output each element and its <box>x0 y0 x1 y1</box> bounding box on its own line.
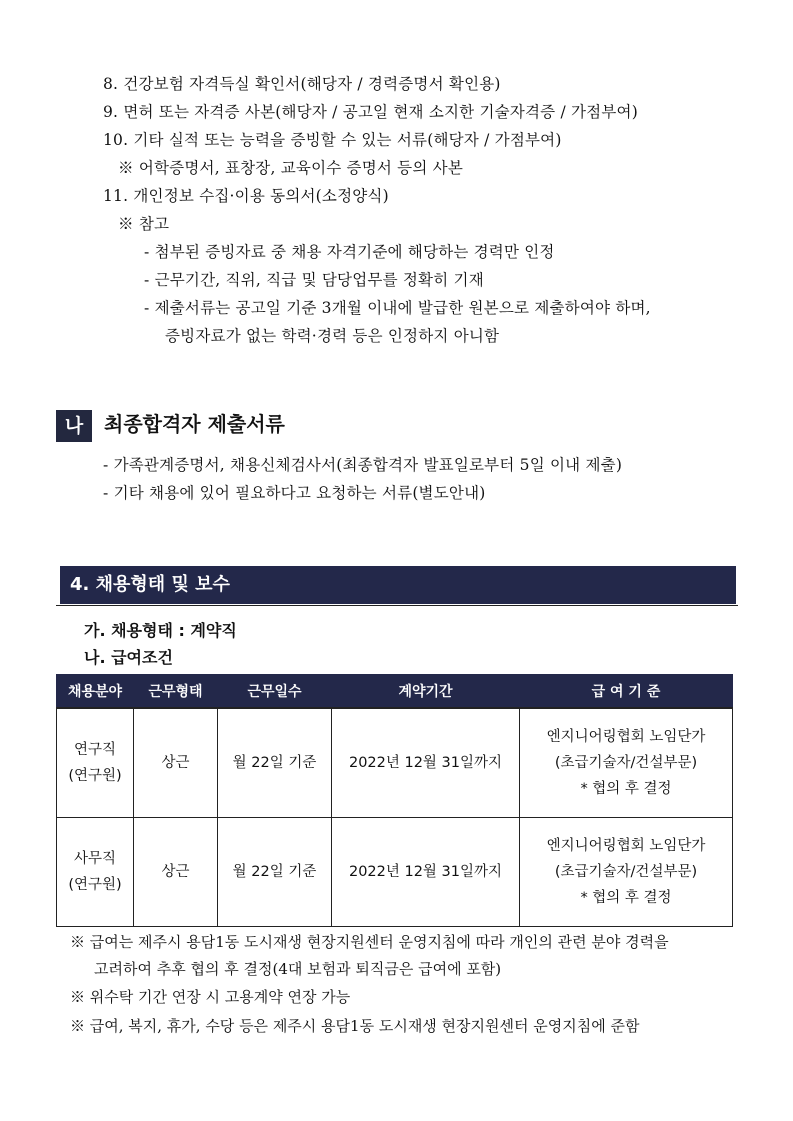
reference-item-2: - 근무기간, 직위, 직급 및 담당업무를 정확히 기재 <box>144 271 484 289</box>
doc-item-10: 10. 기타 실적 또는 능력을 증빙할 수 있는 서류(해당자 / 가점부여) <box>103 131 562 149</box>
header-field: 채용분야 <box>57 675 134 709</box>
salary-table-header <box>57 675 733 709</box>
field-name: 사무직 <box>73 851 117 867</box>
pay-line-3: * 협의 후 결정 <box>580 781 672 797</box>
cell-contract-period: 2022년 12월 31일까지 <box>332 708 520 818</box>
table-row <box>57 818 733 927</box>
reference-item-3-cont: 증빙자료가 없는 학력·경력 등은 인정하지 아니함 <box>165 327 500 345</box>
salary-note-1-cont: 고려하여 추후 협의 후 결정(4대 보험과 퇴직금은 급여에 포함) <box>94 960 502 978</box>
salary-table <box>56 674 733 927</box>
doc-item-11: 11. 개인정보 수집·이용 동의서(소정양식) <box>103 187 389 205</box>
header-work-type: 근무형태 <box>134 675 218 709</box>
pay-line-1: 엔지니어링협회 노임단가 <box>546 729 706 745</box>
cell-work-days: 월 22일 기준 <box>218 818 332 927</box>
cell-contract-period: 2022년 12월 31일까지 <box>332 818 520 927</box>
doc-item-10-note: ※ 어학증명서, 표창장, 교육이수 증명서 등의 사본 <box>118 159 464 177</box>
salary-conditions-title: 나. 급여조건 <box>84 648 173 667</box>
field-role: (연구원) <box>68 877 122 893</box>
header-pay-standard: 급 여 기 준 <box>520 675 733 709</box>
reference-item-1: - 첨부된 증빙자료 중 채용 자격기준에 해당하는 경력만 인정 <box>144 243 555 261</box>
cell-field <box>57 708 134 818</box>
pay-line-3: * 협의 후 결정 <box>580 890 672 906</box>
cell-field <box>57 818 134 927</box>
field-role: (연구원) <box>68 768 122 784</box>
salary-note-3: ※ 급여, 복지, 휴가, 수당 등은 제주시 용담1동 도시재생 현장지원센터 운영지침에 준함 <box>70 1017 640 1035</box>
final-docs-item-1: - 가족관계증명서, 채용신체검사서(최종합격자 발표일로부터 5일 이내 제출) <box>103 456 623 474</box>
header-contract-period: 계약기간 <box>332 675 520 709</box>
cell-pay-standard <box>520 818 733 927</box>
section-4-rule <box>56 605 738 606</box>
header-work-days: 근무일수 <box>218 675 332 709</box>
reference-item-3: - 제출서류는 공고일 기준 3개월 이내에 발급한 원본으로 제출하여야 하며, <box>144 299 651 317</box>
pay-line-2: (초급기술자/건설부문) <box>554 864 698 880</box>
employment-type: 가. 채용형태 : 계약직 <box>84 621 237 640</box>
cell-work-type: 상근 <box>134 708 218 818</box>
field-name: 연구직 <box>73 742 117 758</box>
doc-item-9: 9. 면허 또는 자격증 사본(해당자 / 공고일 현재 소지한 기술자격증 / 가점부여) <box>103 103 638 121</box>
final-docs-item-2: - 기타 채용에 있어 필요하다고 요청하는 서류(별도안내) <box>103 484 486 502</box>
pay-line-1: 엔지니어링협회 노임단가 <box>546 838 706 854</box>
salary-note-1: ※ 급여는 제주시 용담1동 도시재생 현장지원센터 운영지침에 따라 개인의 관련 분야 경력을 <box>70 933 669 951</box>
salary-note-2: ※ 위수탁 기간 연장 시 고용계약 연장 가능 <box>70 988 351 1006</box>
cell-work-days: 월 22일 기준 <box>218 708 332 818</box>
cell-work-type: 상근 <box>134 818 218 927</box>
table-row <box>57 708 733 818</box>
reference-title: ※ 참고 <box>118 215 170 233</box>
cell-pay-standard <box>520 708 733 818</box>
section-title-final-docs: 최종합격자 제출서류 <box>104 412 285 436</box>
section-badge: 나 <box>56 410 92 442</box>
section-4-header: 4. 채용형태 및 보수 <box>60 566 736 604</box>
doc-item-8: 8. 건강보험 자격득실 확인서(해당자 / 경력증명서 확인용) <box>103 75 501 93</box>
pay-line-2: (초급기술자/건설부문) <box>554 755 698 771</box>
